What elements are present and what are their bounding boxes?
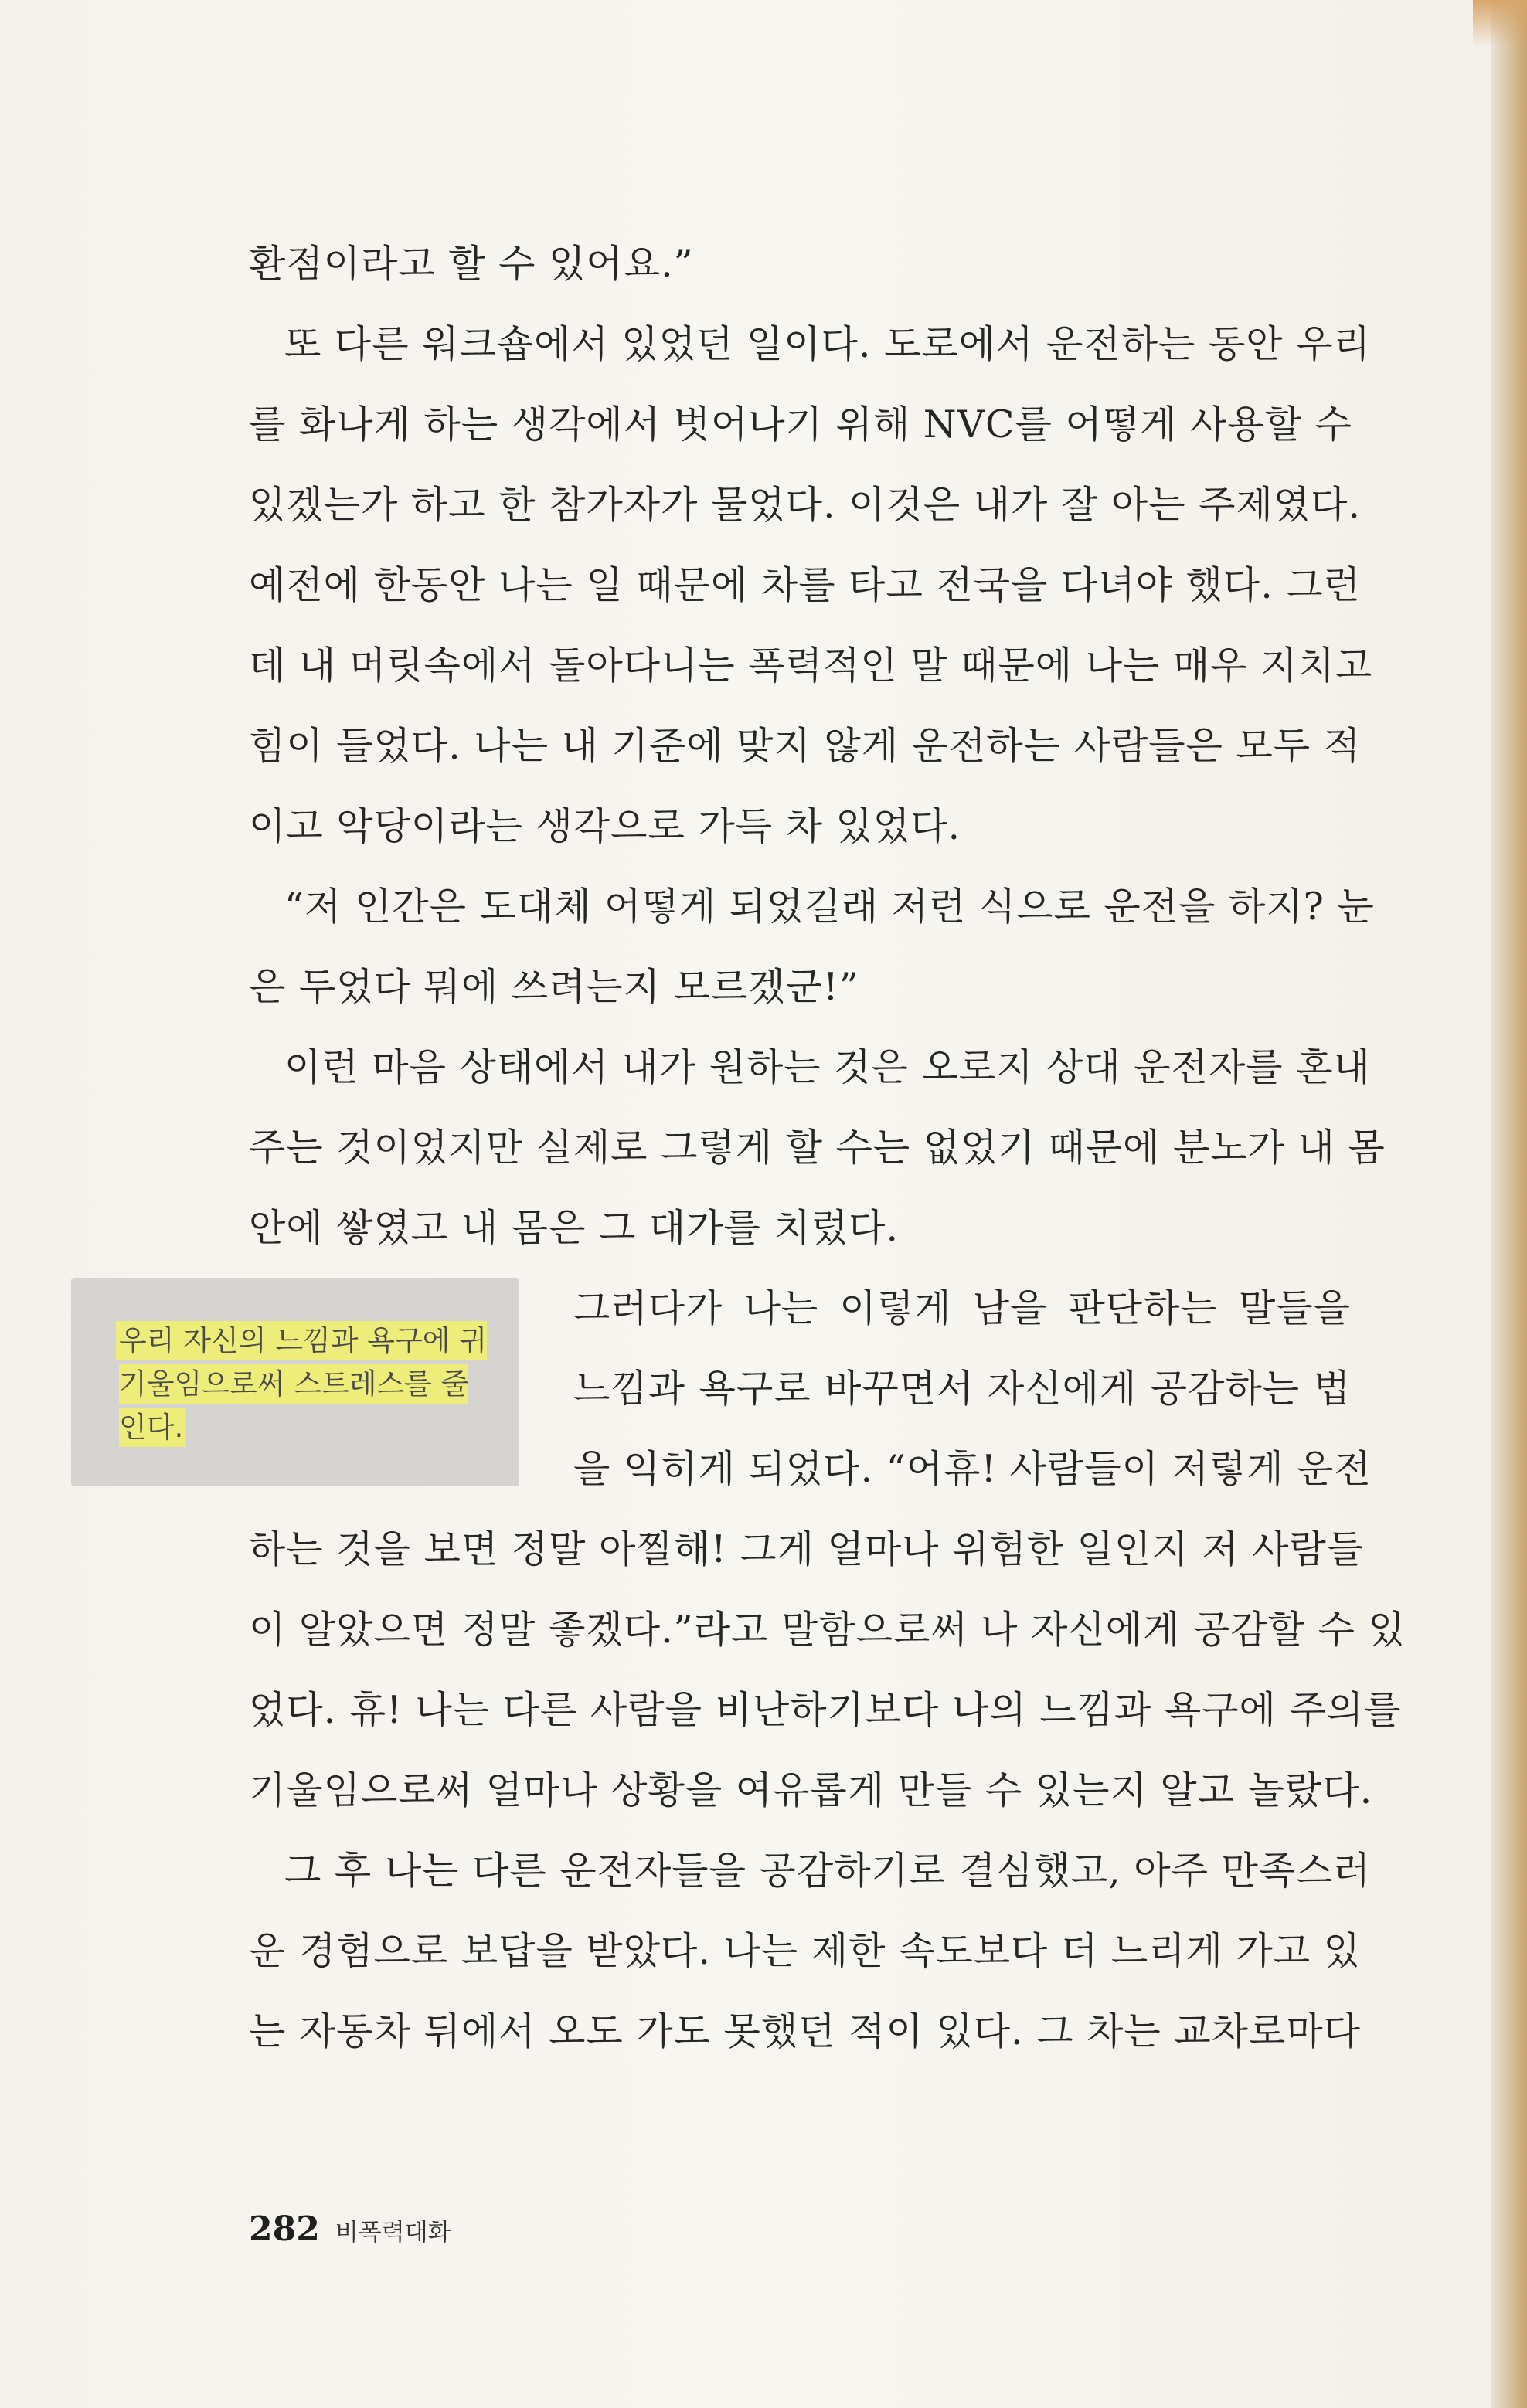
text-line	[249, 224, 1351, 304]
text-line	[249, 706, 1362, 786]
text-line	[249, 947, 1351, 1027]
text-line-content: 안에 쌓였고 내 몸은 그 대가를 치렀다.	[249, 1206, 900, 1250]
text-line-content: 이 알았으면 정말 좋겠다.”라고 말함으로써 나 자신에게 공감할 수 있	[249, 1608, 1406, 1652]
text-line	[249, 1027, 1371, 1108]
text-line-content: 또 다른 워크숍에서 있었던 일이다. 도로에서 운전하는 동안 우리	[284, 322, 1371, 366]
text-line	[249, 1670, 1402, 1751]
text-line-content: 었다. 휴! 나는 다른 사람을 비난하기보다 나의 느낌과 욕구에 주의를	[249, 1688, 1402, 1732]
text-line	[249, 385, 1351, 465]
text-line-content: 있겠는가 하고 한 참가자가 물었다. 이것은 내가 잘 아는 주제였다.	[249, 483, 1362, 527]
highlighted-text: 우리 자신의 느낌과 욕구에 귀 기울임으로써 스트레스를 줄인다.	[119, 1324, 487, 1444]
text-line-content: 은 두었다 뭐에 쓰려는지 모르겠군!”	[249, 965, 859, 1009]
page-footer	[249, 2209, 451, 2249]
body-text	[249, 224, 1406, 2072]
page-edge-corner	[1473, 0, 1527, 46]
text-line	[249, 626, 1373, 706]
text-line-content: 느낌과 욕구로 바꾸면서 자신에게 공감하는 법	[573, 1367, 1351, 1411]
margin-note-text	[119, 1319, 491, 1449]
text-line	[249, 1510, 1365, 1590]
text-line	[249, 1751, 1373, 1831]
text-line-content: 이런 마음 상태에서 내가 원하는 것은 오로지 상대 운전자를 혼내	[284, 1045, 1371, 1089]
text-line-content: 데 내 머릿속에서 돌아다니는 폭력적인 말 때문에 나는 매우 지치고	[249, 644, 1373, 688]
text-line-content: 주는 것이었지만 실제로 그렇게 할 수는 없었기 때문에 분노가 내 몸	[249, 1126, 1386, 1170]
text-line	[249, 465, 1362, 545]
text-line-content: 그 후 나는 다른 운전자들을 공감하기로 결심했고, 아주 만족스러	[284, 1849, 1371, 1893]
text-line-content: “저 인간은 도대체 어떻게 되었길래 저런 식으로 운전을 하지? 눈	[284, 885, 1375, 929]
text-line	[249, 304, 1371, 385]
page-edge	[1491, 0, 1527, 2408]
text-line	[249, 867, 1375, 947]
text-line	[249, 1831, 1371, 1911]
page-number: 282	[249, 2209, 320, 2249]
text-line-content: 이고 악당이라는 생각으로 가득 차 있었다.	[249, 804, 961, 848]
text-line-content: 힘이 들었다. 나는 내 기준에 맞지 않게 운전하는 사람들은 모두 적	[249, 724, 1362, 768]
book-title: 비폭력대화	[335, 2219, 451, 2247]
text-line	[249, 786, 1351, 867]
text-line-content: 환점이라고 할 수 있어요.”	[249, 242, 694, 286]
text-line-content: 운 경험으로 보답을 받았다. 나는 제한 속도보다 더 느리게 가고 있	[249, 1929, 1362, 1973]
text-line-content: 는 자동차 뒤에서 오도 가도 못했던 적이 있다. 그 차는 교차로마다	[249, 2009, 1362, 2053]
text-line	[249, 1911, 1362, 1992]
margin-note	[71, 1278, 519, 1486]
text-line	[249, 1992, 1362, 2072]
text-line-content: 그러다가 나는 이렇게 남을 판단하는 말들을	[573, 1286, 1351, 1330]
text-line-content: 예전에 한동안 나는 일 때문에 차를 타고 전국을 다녀야 했다. 그런	[249, 563, 1362, 607]
text-line	[249, 1108, 1386, 1188]
text-line-content: 을 익히게 되었다. “어휴! 사람들이 저렇게 운전	[573, 1447, 1372, 1491]
text-line-content: 를 화나게 하는 생각에서 벗어나기 위해 NVC를 어떻게 사용할 수	[249, 402, 1352, 447]
text-line-content: 기울임으로써 얼마나 상황을 여유롭게 만들 수 있는지 알고 놀랐다.	[249, 1768, 1373, 1812]
text-line	[249, 1590, 1406, 1670]
text-line-content: 하는 것을 보면 정말 아찔해! 그게 얼마나 위험한 일인지 저 사람들	[249, 1527, 1365, 1571]
text-line	[249, 1188, 1351, 1269]
text-line	[249, 545, 1362, 626]
